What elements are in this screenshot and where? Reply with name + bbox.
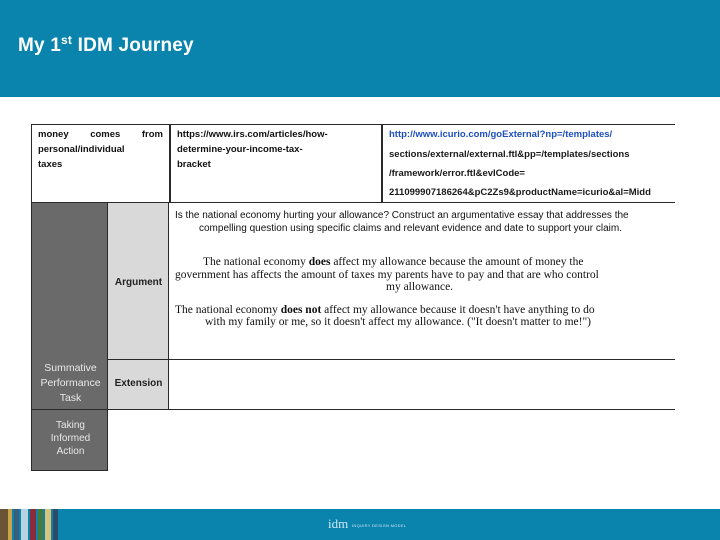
footer-stripe [38,509,43,540]
footer-stripe [45,509,51,540]
footer-stripe [53,509,58,540]
summative-label: Summative Performance Task [40,362,101,404]
claim-does-not-line: with my family or me, so it doesn't affect my allowance. ("It doesn't matter to me!") [205,316,592,328]
url-line: /framework/error.ftl&evICode= [389,168,525,179]
url-line: 211099907186264&pC2Zs9&productName=icurio&al=Midd [389,187,651,198]
url-line: bracket [177,159,211,170]
topic-line: personal/individual [38,144,125,155]
slide-title: My 1st IDM Journey [18,33,194,56]
footer-stripe [0,509,8,540]
claim-does-line: my allowance. [386,281,454,293]
extension-label-cell [108,360,169,410]
extension-content [169,360,675,410]
sources-cell-icurio [382,124,675,203]
claim-does-not: The national economy does not affect my allowance because it doesn't have anything to do [175,303,595,316]
summative-column [31,203,108,410]
icurio-link[interactable]: http://www.icurio.com/goExternal?np=/templates/ [389,129,613,140]
url-line: https://www.irs.com/articles/how- [177,129,328,140]
topic-line: taxes [38,159,63,170]
taking-action-label: Taking Informed Action [50,420,91,457]
argument-label: Argument [114,277,163,288]
compelling-question: Is the national economy hurting your allowance? Construct an argumentative essay that addresses the [175,210,629,221]
idm-logo-subtitle: INQUIRY DESIGN MODEL [352,523,407,528]
taking-action-column [31,410,108,471]
claim-does: The national economy does affect my allowance because the amount of money the [203,256,584,268]
compelling-question: compelling question using specific claims and relevant evidence and date to support your claim. [199,223,623,234]
sources-cell-topic [31,124,170,203]
idm-table [31,124,675,471]
footer-stripe [14,509,19,540]
footer-stripe [21,509,28,540]
argument-label-cell [108,203,169,360]
footer-stripe [30,509,36,540]
idm-logo: idm [328,516,349,531]
url-line: determine-your-income-tax- [177,144,303,155]
header-bar [0,0,720,97]
claim-does-line: government has affects the amount of taxes my parents have to pay and that are who control [175,268,599,281]
extension-label: Extension [114,378,163,389]
topic-line: money comes from [38,129,163,140]
footer-stripe [8,509,12,540]
sources-cell-irs [170,124,382,203]
argument-content [169,203,675,360]
url-line: sections/external/external.ftl&pp=/templates/sections [389,149,630,160]
